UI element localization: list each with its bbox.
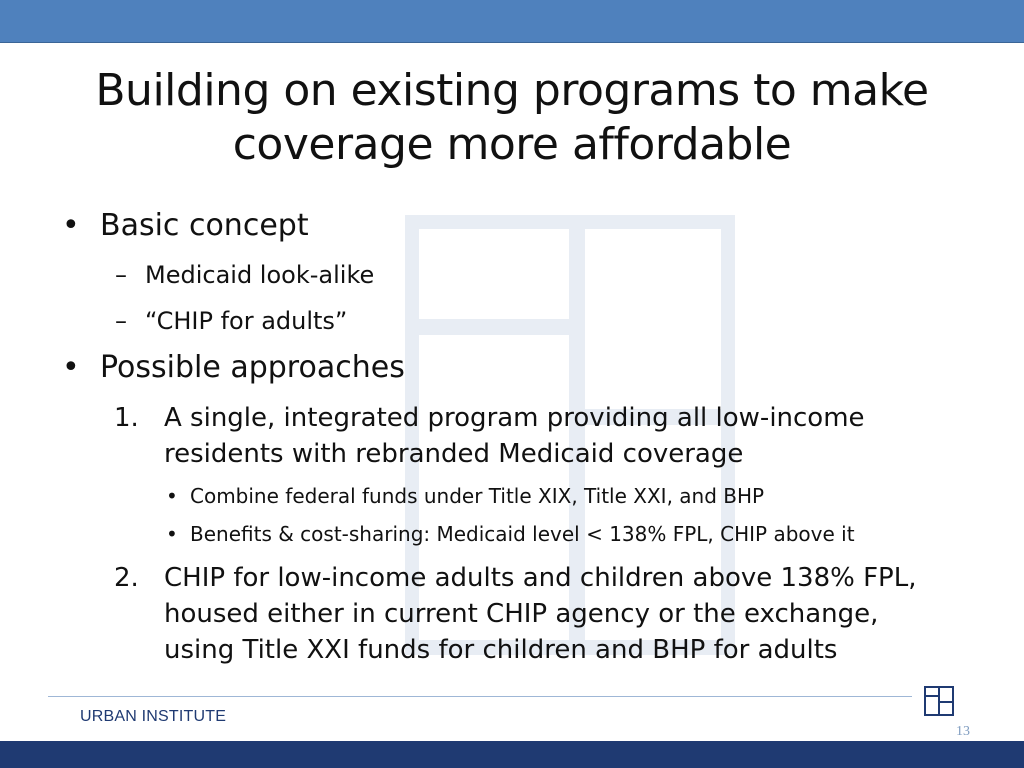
item-line-3: using Title XXI funds for children and BHP for adults	[164, 635, 838, 665]
sub-bullet-benefits-cost-sharing	[166, 522, 986, 546]
sub-bullet-text: “CHIP for adults”	[145, 307, 348, 335]
footer-brand: URBAN INSTITUTE	[80, 708, 227, 725]
footer-divider	[48, 696, 912, 697]
page-number: 13	[956, 724, 970, 739]
bullet-text: Possible approaches	[100, 350, 405, 385]
sub-bullet-combine-funds	[166, 484, 966, 508]
bullet-marker: •	[62, 350, 80, 385]
title-line-1: Building on existing programs to make	[95, 65, 929, 116]
numbered-item-1	[114, 400, 994, 472]
item-line-1: CHIP for low-income adults and children above 138% FPL,	[164, 563, 917, 593]
sub-bullet-text: Benefits & cost-sharing: Medicaid level < 138% FPL, CHIP above it	[190, 522, 855, 546]
item-number: 2.	[114, 563, 139, 593]
sub-bullet-text: Medicaid look-alike	[145, 261, 375, 289]
footer-band	[0, 741, 1024, 768]
item-text	[164, 560, 994, 668]
bullet-possible-approaches	[62, 350, 962, 386]
urban-institute-logo-icon	[924, 686, 954, 716]
sub-bullet-text: Combine federal funds under Title XIX, Title XXI, and BHP	[190, 484, 765, 508]
dash-marker: –	[115, 307, 127, 335]
title-line-2: coverage more affordable	[232, 119, 792, 170]
item-line-2: housed either in current CHIP agency or the exchange,	[164, 599, 879, 629]
bullet-marker: •	[62, 208, 80, 243]
bullet-marker: •	[166, 522, 178, 546]
bullet-marker: •	[166, 484, 178, 508]
sub-bullet-medicaid-look-alike	[115, 260, 915, 290]
item-line-1: A single, integrated program providing all low-income	[164, 403, 865, 433]
item-number: 1.	[114, 403, 139, 433]
item-text	[164, 400, 994, 472]
item-line-2: residents with rebranded Medicaid coverage	[164, 439, 744, 469]
bullet-text: Basic concept	[100, 208, 309, 243]
numbered-item-2	[114, 560, 994, 668]
sub-bullet-chip-for-adults	[115, 306, 915, 336]
dash-marker: –	[115, 261, 127, 289]
bullet-basic-concept	[62, 208, 962, 244]
